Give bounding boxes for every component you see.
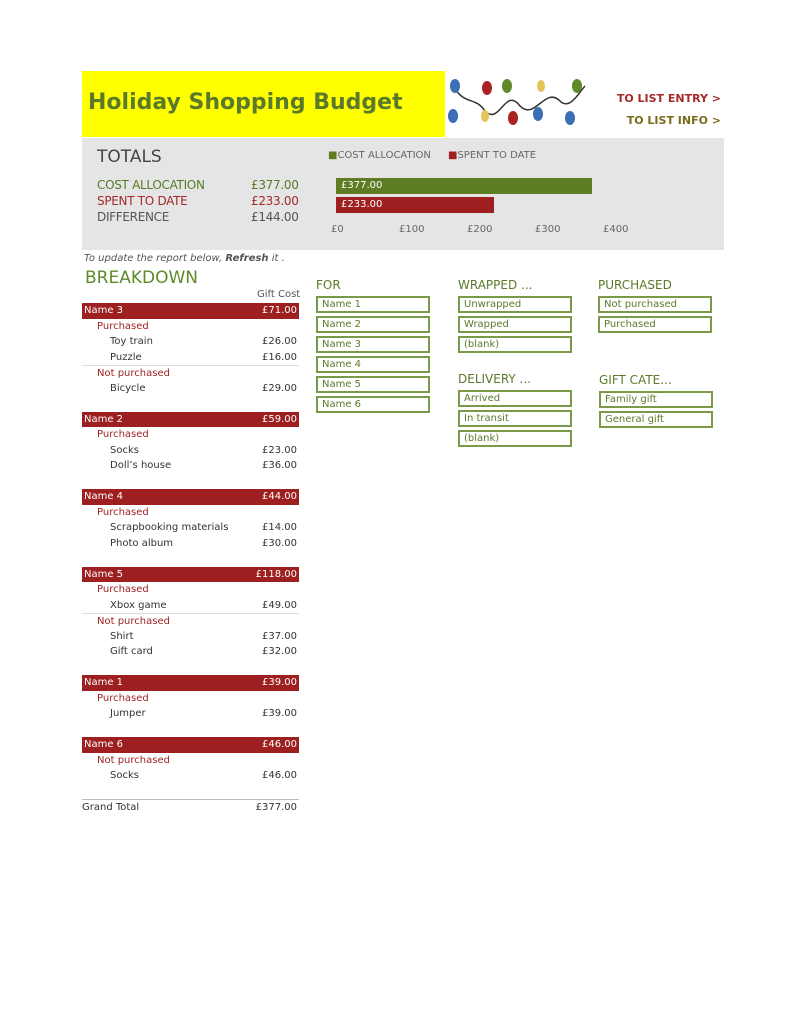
gift-row [82, 536, 299, 552]
slicer-item-button[interactable]: Family gift [599, 391, 713, 408]
refresh-note-bold: Refresh [225, 253, 269, 264]
gift-row [82, 443, 299, 459]
group-header-row [82, 412, 299, 428]
slicer-item-button[interactable]: Name 4 [316, 356, 430, 373]
legend-label: SPENT TO DATE [457, 150, 537, 161]
gift-row-value: £46.00 [262, 770, 297, 781]
spacer-row [82, 722, 299, 738]
slicer-item-button[interactable]: Name 3 [316, 336, 430, 353]
slicer-item-button[interactable]: Name 2 [316, 316, 430, 333]
group-header-row-value: £44.00 [262, 491, 297, 502]
grand-total-row-value: £377.00 [255, 802, 297, 813]
refresh-note [84, 253, 285, 264]
group-header-row [82, 567, 299, 583]
status-row [82, 613, 299, 629]
group-header-row [82, 737, 299, 753]
grand-total-row [82, 799, 299, 815]
to-list-entry-link[interactable]: TO LIST ENTRY > [616, 92, 721, 105]
holiday-lights-icon [445, 76, 590, 126]
gift-row-value: £49.00 [262, 599, 297, 611]
group-header-row-label: Name 1 [84, 677, 124, 688]
gift-row [82, 706, 299, 722]
breakdown-pivot-table [82, 303, 299, 815]
slicer-item-button[interactable]: Purchased [598, 316, 712, 333]
gift-row [82, 458, 299, 474]
slicer-item-button[interactable]: Wrapped [458, 316, 572, 333]
gift-row-label: Jumper [110, 708, 146, 719]
gift-row-value: £26.00 [262, 336, 297, 347]
group-header-row-value: £118.00 [255, 568, 297, 580]
gift-row-value: £32.00 [262, 646, 297, 657]
x-tick-label: £300 [535, 224, 561, 235]
refresh-note-suffix: it . [271, 253, 285, 264]
spent-to-date-value: £233.00 [251, 194, 299, 208]
status-row-label: Purchased [97, 506, 149, 518]
breakdown-heading: BREAKDOWN [85, 268, 198, 288]
bar-cost-allocation: £377.00 [336, 178, 592, 194]
gift-row-label: Gift card [110, 646, 153, 657]
slicer-item-button[interactable]: Unwrapped [458, 296, 572, 313]
gift-row-value: £14.00 [262, 522, 297, 533]
status-row [82, 691, 299, 707]
gift-row-value: £29.00 [262, 382, 297, 394]
legend-swatch-icon: ■ [328, 150, 338, 161]
gift-row [82, 350, 299, 366]
status-row [82, 753, 299, 769]
slicer-title: DELIVERY ... [458, 372, 531, 386]
status-row-label: Purchased [97, 320, 149, 332]
slicer-title: GIFT CATE... [599, 373, 672, 387]
slicer-title: PURCHASED [598, 278, 672, 292]
gift-row [82, 629, 299, 645]
gift-row-value: £37.00 [262, 630, 297, 642]
gift-row [82, 334, 299, 350]
slicer-title: WRAPPED ... [458, 278, 533, 292]
status-row [82, 427, 299, 443]
gift-row [82, 381, 299, 397]
status-row-label: Purchased [97, 584, 149, 595]
x-tick-label: £400 [603, 224, 629, 235]
spacer-row [82, 784, 299, 800]
group-header-row-label: Name 3 [84, 305, 124, 316]
group-header-row [82, 675, 299, 691]
gift-row [82, 520, 299, 536]
status-row [82, 582, 299, 598]
legend-cost-allocation [328, 150, 431, 161]
group-header-row-label: Name 5 [84, 568, 124, 580]
gift-row-label: Shirt [110, 630, 134, 642]
spacer-row [82, 474, 299, 490]
group-header-row-value: £46.00 [262, 739, 297, 750]
gift-row [82, 768, 299, 784]
gift-row-value: £23.00 [262, 444, 297, 456]
slicer-item-button[interactable]: In transit [458, 410, 572, 427]
bar-spent-to-date: £233.00 [336, 197, 494, 213]
group-header-row-label: Name 6 [84, 739, 124, 750]
status-row [82, 365, 299, 381]
spacer-row [82, 396, 299, 412]
refresh-note-prefix: To update the report below, [84, 253, 223, 264]
status-row-label: Not purchased [97, 616, 170, 627]
legend-swatch-icon: ■ [448, 150, 458, 161]
group-header-row [82, 489, 299, 505]
status-row-label: Not purchased [97, 754, 170, 766]
legend-label: COST ALLOCATION [337, 150, 431, 161]
gift-row-label: Doll’s house [110, 460, 172, 471]
slicer-item-button[interactable]: (blank) [458, 336, 572, 353]
slicer-item-button[interactable]: (blank) [458, 430, 572, 447]
to-list-info-link[interactable]: TO LIST INFO > [626, 114, 721, 127]
gift-row-value: £39.00 [262, 708, 297, 719]
gift-row-label: Puzzle [110, 351, 142, 363]
gift-row [82, 598, 299, 614]
gift-row-label: Socks [110, 444, 139, 456]
difference-value: £144.00 [251, 210, 299, 224]
grand-total-row-label: Grand Total [82, 802, 140, 813]
group-header-row-value: £59.00 [262, 413, 297, 425]
gift-row-label: Toy train [110, 336, 153, 347]
gift-row-value: £36.00 [262, 460, 297, 471]
group-header-row-label: Name 2 [84, 413, 124, 425]
x-tick-label: £200 [467, 224, 493, 235]
status-row-label: Purchased [97, 692, 149, 704]
cost-allocation-label: COST ALLOCATION [97, 178, 205, 192]
gift-cost-header: Gift Cost [257, 289, 301, 300]
legend-spent-to-date [448, 150, 536, 161]
status-row-label: Purchased [97, 429, 149, 440]
gift-row-label: Photo album [110, 537, 174, 549]
slicer-item-button[interactable]: Name 1 [316, 296, 430, 313]
gift-row-label: Bicycle [110, 382, 146, 394]
slicer-title: FOR [316, 278, 341, 292]
gift-row-value: £30.00 [262, 537, 297, 549]
gift-row [82, 644, 299, 660]
slicer-item-button[interactable]: Arrived [458, 390, 572, 407]
status-row-label: Not purchased [97, 368, 170, 379]
gift-row-label: Scrapbooking materials [110, 522, 229, 533]
slicer-item-button[interactable]: Name 6 [316, 396, 430, 413]
gift-row-label: Socks [110, 770, 139, 781]
gift-row-value: £16.00 [262, 351, 297, 363]
cost-allocation-value: £377.00 [251, 178, 299, 192]
slicer-item-button[interactable]: Not purchased [598, 296, 712, 313]
spacer-row [82, 660, 299, 676]
group-header-row-value: £71.00 [262, 305, 297, 316]
group-header-row [82, 303, 299, 319]
gift-row-label: Xbox game [110, 599, 167, 611]
difference-label: DIFFERENCE [97, 210, 170, 224]
slicer-item-button[interactable]: General gift [599, 411, 713, 428]
slicer-item-button[interactable]: Name 5 [316, 376, 430, 393]
group-header-row-value: £39.00 [262, 677, 297, 688]
page-title: Holiday Shopping Budget [88, 90, 403, 115]
group-header-row-label: Name 4 [84, 491, 124, 502]
x-tick-label: £0 [331, 224, 344, 235]
spent-to-date-label: SPENT TO DATE [97, 194, 188, 208]
spacer-row [82, 551, 299, 567]
totals-heading: TOTALS [97, 147, 162, 167]
status-row [82, 319, 299, 335]
status-row [82, 505, 299, 521]
x-tick-label: £100 [399, 224, 425, 235]
